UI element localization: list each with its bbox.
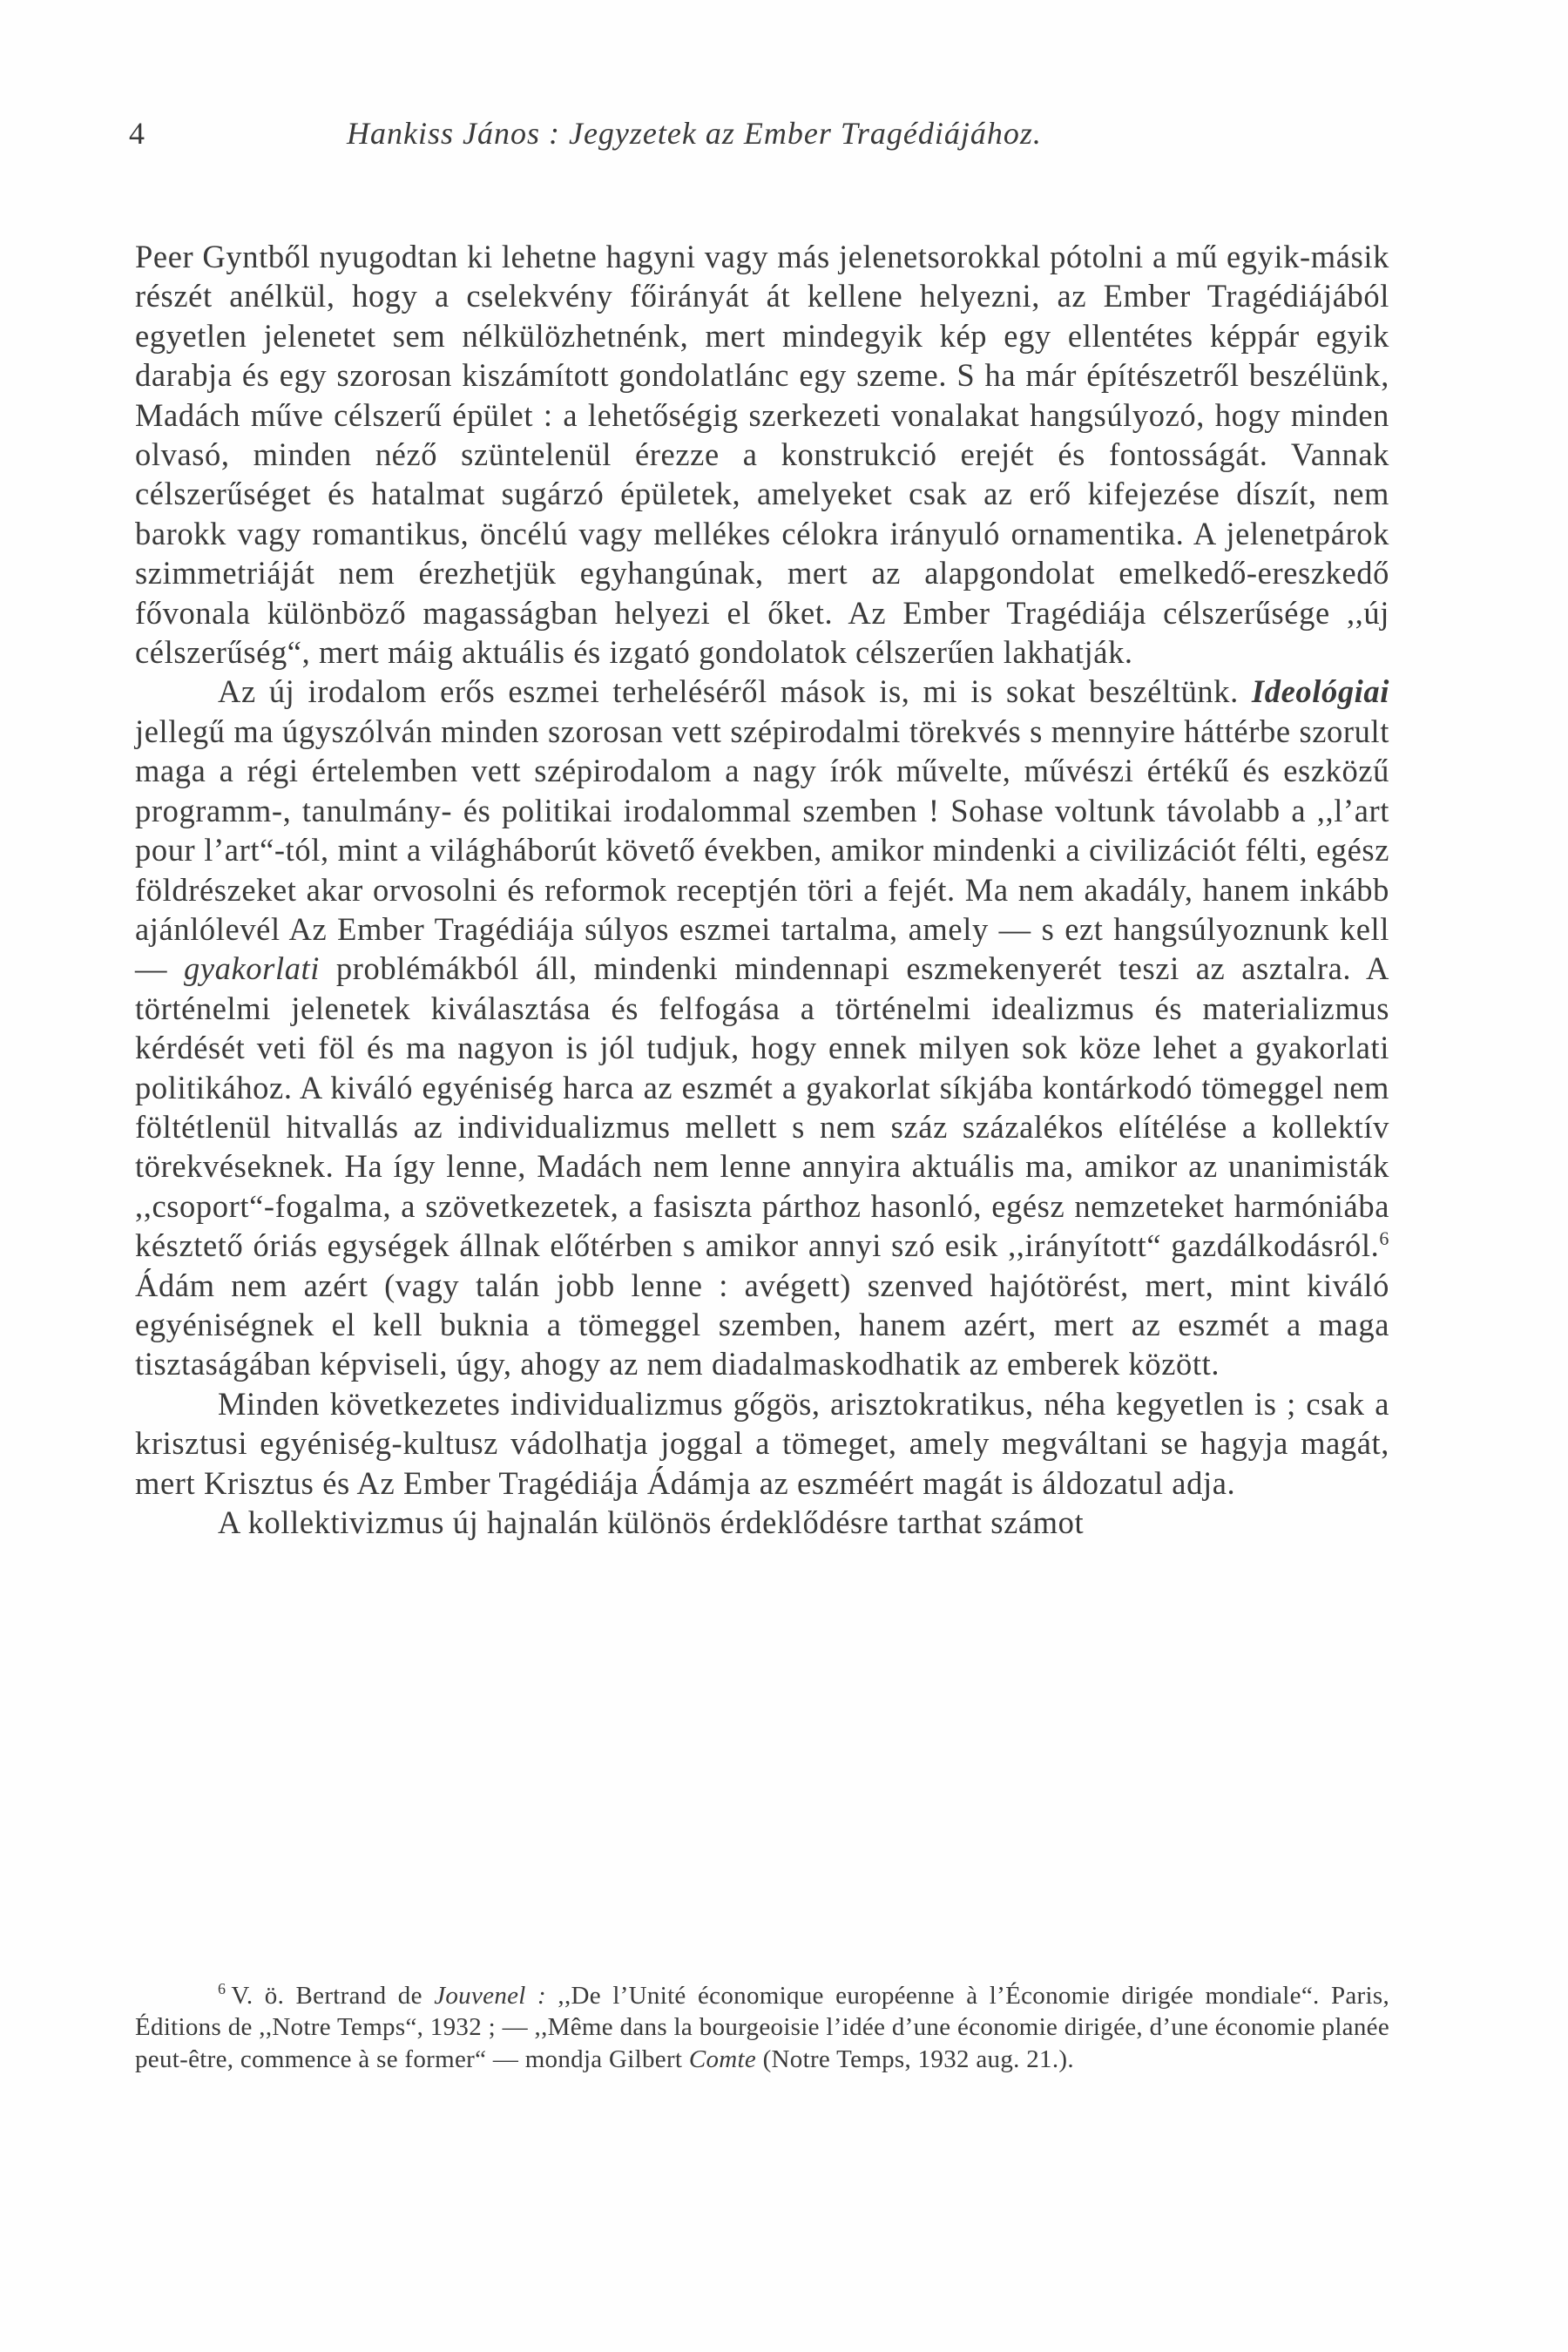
paragraph xyxy=(135,1503,1389,1542)
text-run: Minden következetes individualizmus gőgös, arisztokratikus, néha kegyetlen is ; csak a krisztusi egyéniség-kultusz vádolhatja joggal a tömeget, amely megváltani se hagyja magát, mert Krisztus és Az Ember Tragédiája Ádámja az eszméért magát is áldozatul adja. xyxy=(135,1385,1389,1501)
text-run: Peer Gyntből nyugodtan ki lehetne hagyni vagy más jelenetsorokkal pótolni a mű egyik-másik részét anélkül, hogy a cselekvény főirányát át kellene helyezni, az Ember Tragédiájából egyetlen jelenetet sem nélkülözhetnénk, mert mindegyik kép egy ellentétes képpár egyik darabja és egy szorosan kiszámított gondolatlánc egy szeme. S ha már építészetről beszélünk, Madách műve célszerű épület : a lehetőségig szerkezeti vonalakat hangsúlyozó, hogy minden olvasó, minden néző szüntelenül érezze a konstrukció erejét és fontosságát. Vannak célszerűséget és hatalmat sugárzó épületek, amelyeket csak az erő kifejezése díszít, nem barokk vagy romantikus, öncélú vagy mellékes célokra irányuló ornamentika. A jelenetpárok szimmetriáját nem érezhetjük egyhangúnak, mert az alapgondolat emelkedő-ereszkedő fővonala különböző magasságban helyezi el őket. Az Ember Tragédiája célszerűsége ,,új célszerűség“, mert máig aktuális és izgató gondolatok célszerűen lakhatják. xyxy=(135,239,1389,671)
text-run: V. ö. Bertrand de xyxy=(231,1982,435,2010)
italic-text: Jouvenel : xyxy=(434,1982,547,2010)
italic-text: Comte xyxy=(688,2044,757,2073)
footnotes xyxy=(135,1980,1389,2075)
text-run: Ádám nem azért (vagy talán jobb lenne : avégett) szenved hajótörést, mert, mint kiváló egyéniségnek el kell buknia a tömeggel szemben, hanem azért, mert az eszmét a maga tisztaságában képviseli, úgy, ahogy az nem diadalmaskodhatik az emberek között. xyxy=(135,1267,1389,1382)
text-run: A kollektivizmus új hajnalán különös érdeklődésre tarthat számot xyxy=(218,1504,1085,1540)
text-run: Az új irodalom erős eszmei terheléséről mások is, mi is sokat beszéltünk. xyxy=(218,673,1252,710)
page-header xyxy=(129,115,1392,159)
running-title: Hankiss János : Jegyzetek az Ember Tragédiájához. xyxy=(347,116,1042,151)
text-run: jellegű ma úgyszólván minden szorosan vett szépirodalmi törekvés s mennyire háttérbe szorult maga a régi értelemben vett szépirodalom a nagy írók művelte, művészi értékű és eszközű programm-, tanulmány- és politikai irodalommal szemben ! Sohase voltunk távolabb a ,,l’art pour l’art“-tól, mint a világháborút követő években, amikor mindenki a civilizációt félti, egész földrészeket akar orvosolni és reformok receptjén töri a fejét. Ma nem akadály, hanem inkább ajánlólevél Az Ember Tragédiája súlyos eszmei tartalma, amely — s ezt hangsúlyoznunk kell — xyxy=(135,713,1389,987)
footnote xyxy=(135,1980,1389,2075)
footnote-reference: 6 xyxy=(1379,1227,1389,1249)
text-run: problémákból áll, mindenki mindennapi eszmekenyerét teszi az asztalra. A történelmi jelenetek kiválasztása és felfogása a történelmi idealizmus és materializmus kérdését veti föl és ma nagyon is jól tudjuk, hogy ennek milyen sok köze lehet a gyakorlati politikához. A kiváló egyéniség harca az eszmét a gyakorlat síkjába kontárkodó tömeggel nem föltétlenül hitvallás az individualizmus mellett s nem száz százalékos elítélése a kollektív törekvéseknek. Ha így lenne, Madách nem lenne annyira aktuális ma, amikor az unanimisták ,,csoport“-fogalma, a szövetkezetek, a fasiszta párthoz hasonló, egész nemzeteket harmóniába késztető óriás egységek állnak előtérben s amikor annyi szó esik ,,irányított“ gazdálkodásról. xyxy=(135,950,1389,1264)
text-run: ,,De l’Unité économique européenne à l’Économie dirigée mondiale“. Paris, Éditions de ,,Notre Temps“, 1932 ; — ,,Même dans la bourgeoisie l’idée d’une économie dirigée, d’une économie planée peut-être, commence à se former“ — mondja Gilbert xyxy=(135,1982,1389,2073)
main-text xyxy=(135,237,1389,1542)
paragraph xyxy=(135,672,1389,1383)
footnote-mark: 6 xyxy=(218,1980,226,1998)
page-number: 4 xyxy=(129,116,145,151)
emphasized-term: Ideológiai xyxy=(1251,673,1389,710)
text-run: (Notre Temps, 1932 aug. 21.). xyxy=(756,2044,1074,2073)
paragraph xyxy=(135,237,1389,672)
paragraph xyxy=(135,1384,1389,1503)
italic-text: gyakorlati xyxy=(184,950,321,987)
